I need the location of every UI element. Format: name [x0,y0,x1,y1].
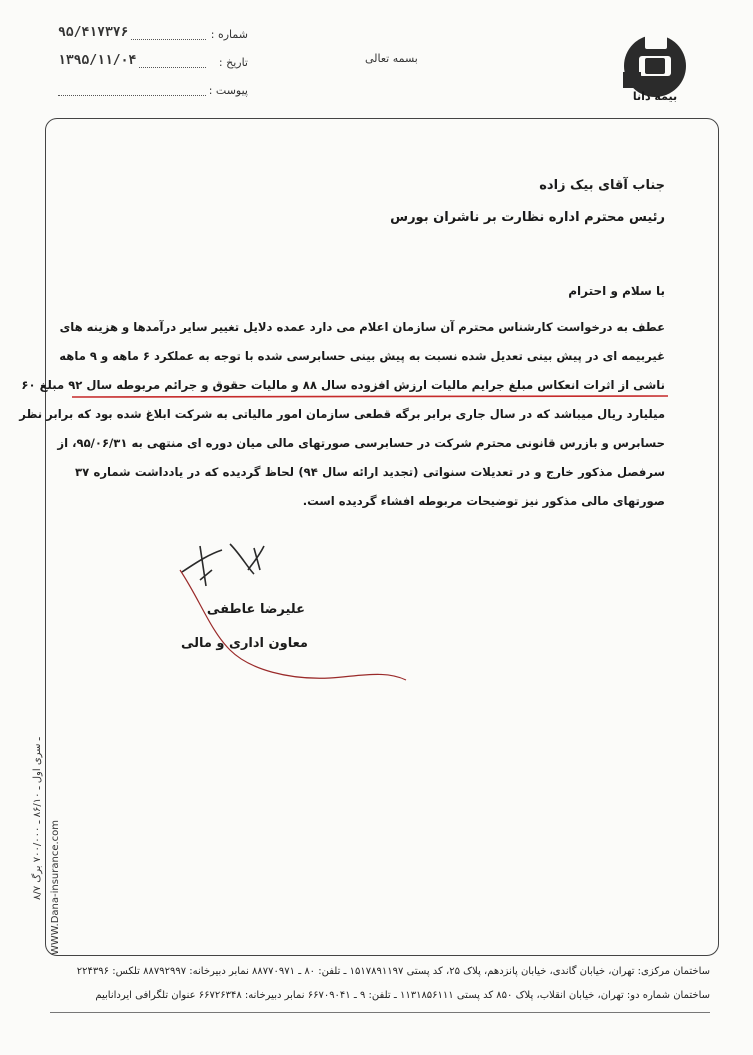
recipient-name: جناب آقای بیک زاده [539,178,665,193]
attachment-field [58,84,248,102]
signatory-name: علیرضا عاطفی [206,602,305,617]
body-line: حسابرس و بازرس قانونی محترم شرکت در حسابرسی صورتهای مالی میان دوره ای منتهی به ۹۵/۰۶/۳۱، از [57,436,665,450]
letter-number-label: شماره : [210,28,248,41]
logo-name: بیمه دانا [632,90,678,103]
letter-date-field [58,53,248,74]
letter-date-value: ۱۳۹۵/۱۱/۰۴ [58,53,139,68]
body-line: سرفصل مذکور خارج و در تعدیلات سنواتی (تجدید ارائه سال ۹۴) لحاظ گردیده که در یادداشت شماره ۳۷ [75,465,665,479]
recipient-title: رئیس محترم اداره نظارت بر ناشران بورس [390,210,665,225]
letter-number-value: ۹۵/۴۱۷۳۷۶ [58,25,131,40]
footer-address-2: ساختمان شماره دو: تهران، خیابان انقلاب، پلاک ۸۵۰ کد پستی ۱۱۳۱۸۵۶۱۱۱ ـ تلفن: ۹ ـ ۶۶۷۰۹۰۴۱ نمابر دبیرخانه: ۶۶۷۲۶۳۴۸ عنوان تلگرافی ایردانابیم [95,990,710,1001]
body-line: غیربیمه ای در پیش بینی تعدیل شده نسبت به پیش بینی حسابرسی شده با توجه به عملکرد ۶ ماهه و ۹ ماهه [59,349,665,363]
letter-date-label: تاریخ : [218,56,248,69]
highlight-underline [70,394,670,400]
signatory-title: معاون اداری و مالی [180,636,308,651]
dotted-line [58,95,206,96]
footer-divider [50,1012,710,1013]
body-line: عطف به درخواست کارشناس محترم آن سازمان اعلام می دارد عمده دلایل تغییر سایر درآمدها و هزینه های [59,320,665,334]
letter-number-field [58,25,248,46]
signature-scribble [170,540,420,700]
body-line: ناشی از اثرات انعکاس مبلغ جرایم مالیات ارزش افزوده سال ۸۸ و مالیات حقوق و جرائم مربوطه سال ۹۲ مبلغ ۶۰ [21,378,665,392]
greeting: با سلام و احترام [568,284,665,298]
website-vertical: WWW.Dana-insurance.com [50,819,61,955]
body-line: صورتهای مالی مذکور نیز توضیحات مربوطه افشاء گردیده است. [302,494,665,508]
invocation-text: بسمه تعالی [365,52,418,65]
form-code-vertical: ۸/۷ ـ سری اول ـ ۸۶/۱۰ ـ ۷۰۰/۰۰۰ برگ [32,737,43,900]
body-line: میلیارد ریال میباشد که در سال جاری برابر برگه قطعی سازمان امور مالیاتی به شرکت ابلاغ شده بود که برابر نظر [19,407,665,421]
footer-address-1: ساختمان مرکزی: تهران، خیابان گاندی، خیابان پانزدهم، پلاک ۲۵، کد پستی ۱۵۱۷۸۹۱۱۹۷ ـ تلفن: ۸۰ ـ ۸۸۷۷۰۹۷۱ نمابر دبیرخانه: ۸۸۷۹۲۹۹۷ تلکس: ۲۲۴۳۹۶ [76,966,710,977]
attachment-label: پیوست : [208,84,248,97]
